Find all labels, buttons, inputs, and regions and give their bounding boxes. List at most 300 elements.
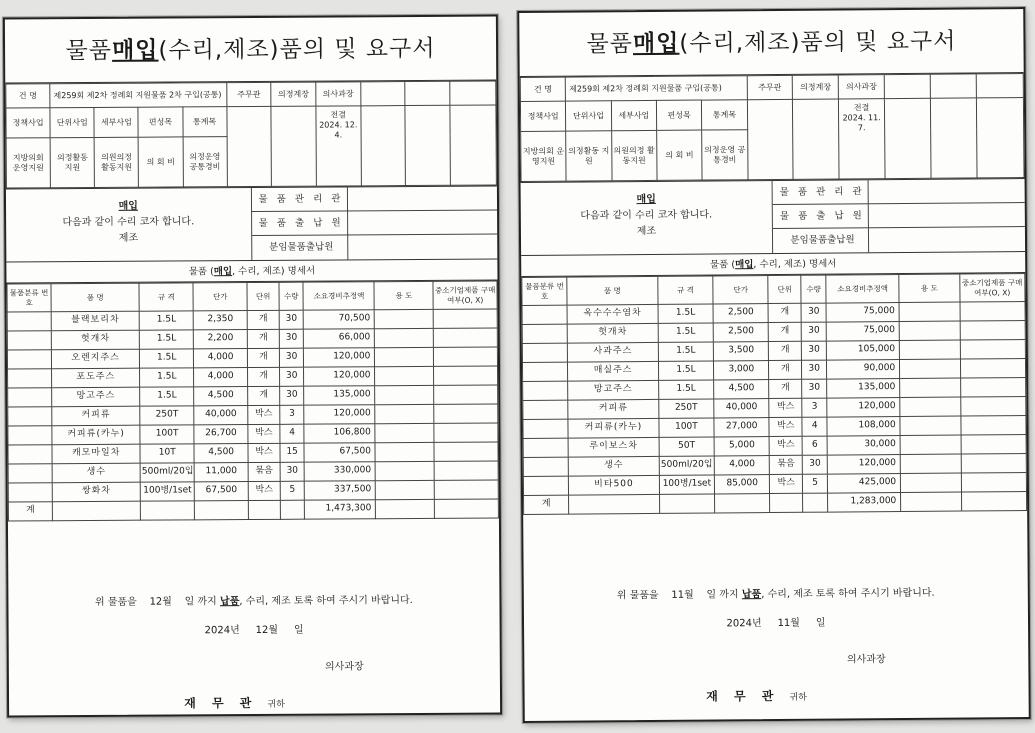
item-amount: 106,800: [304, 424, 375, 443]
column-header: 소요경비추정액: [303, 282, 374, 310]
approval-sign-4: [360, 106, 405, 186]
item-usage: [376, 461, 435, 480]
item-amount: 337,500: [305, 481, 376, 500]
item-price: 4,000: [194, 368, 248, 387]
approval-sign-2: [271, 106, 316, 186]
approval-sign-1: [747, 99, 793, 179]
item-amount: 75,000: [826, 303, 899, 323]
item-spec: 1.5L: [658, 361, 713, 380]
total-blank: [248, 500, 280, 519]
date-month: 11월: [777, 617, 800, 629]
item-price: 26,700: [194, 425, 248, 444]
subject-text: 제259회 제2차 정례회 지원물품 2차 구입(공통): [50, 83, 227, 108]
item-amount: 67,500: [304, 443, 375, 462]
approval-head: [405, 81, 450, 105]
item-unit: 박스: [769, 417, 802, 436]
item-class-no: [523, 457, 568, 476]
item-usage: [375, 442, 434, 461]
form-content: [519, 9, 1029, 721]
recipient-name: 재 무 관: [184, 695, 258, 711]
item-class-no: [7, 350, 51, 369]
item-price: 2,500: [713, 323, 768, 342]
item-amount: 30,000: [827, 436, 900, 456]
approval-head: 의정계장: [271, 82, 316, 106]
item-usage: [900, 454, 961, 473]
item-price: 2,500: [713, 304, 768, 323]
item-spec: 1.5L: [658, 380, 713, 399]
item-class-no: [523, 381, 568, 400]
budget-head: 세부사업: [611, 100, 657, 130]
total-row: [524, 492, 1027, 515]
item-unit: 묶음: [248, 462, 280, 481]
item-price: 2,350: [193, 311, 247, 330]
column-header: 수량: [279, 282, 304, 310]
item-name: 비타500: [569, 475, 660, 495]
item-usage: [375, 423, 434, 442]
item-spec: 10T: [140, 444, 194, 463]
item-class-no: [523, 419, 568, 438]
closing-a: 위 물품을: [616, 589, 659, 602]
item-sme: [960, 340, 1026, 360]
item-usage: [900, 359, 961, 378]
custodian-role: [773, 203, 1025, 229]
purchase-message: [521, 181, 774, 255]
item-sme: [434, 404, 498, 423]
approval-head: 주무관: [747, 75, 793, 99]
item-name: 사과주스: [568, 342, 659, 362]
item-amount: 135,000: [827, 379, 900, 399]
column-header: 단위: [247, 282, 279, 310]
item-spec: 100병/1set: [659, 475, 714, 494]
approval-head: [450, 81, 496, 105]
custodian-roles: [251, 187, 497, 260]
item-amount: 105,000: [827, 341, 900, 361]
item-amount: 70,500: [304, 310, 375, 329]
item-qty: 30: [802, 360, 827, 379]
item-unit: 개: [769, 360, 802, 379]
budget-head: 정책사업: [6, 108, 50, 138]
item-class-no: [8, 407, 52, 426]
approval-sign-5: [405, 105, 450, 185]
approval-sign-4: [884, 98, 930, 178]
closing-emphasis: 납품: [741, 589, 762, 601]
detail-emphasis: 매입: [735, 259, 754, 271]
total-label: 계: [524, 495, 569, 514]
item-amount: 75,000: [826, 322, 899, 342]
item-usage: [375, 309, 434, 328]
item-price: 2,200: [193, 330, 247, 349]
item-class-no: [523, 438, 568, 457]
item-spec: 1.5L: [140, 349, 194, 368]
item-qty: 30: [802, 379, 827, 398]
custodian-role: [773, 179, 1025, 205]
item-name: 오렌지주스: [51, 349, 139, 369]
total-blank: [194, 501, 248, 520]
recipient-suffix: 귀하: [267, 699, 285, 710]
item-usage: [375, 366, 434, 385]
item-usage: [375, 328, 434, 347]
item-table: [6, 281, 498, 522]
item-name: 커피류(카누): [52, 425, 140, 445]
approval-table: [520, 73, 1025, 182]
item-name: 쌍화차: [52, 482, 140, 502]
item-usage: [900, 340, 961, 359]
item-spec: 250T: [140, 406, 194, 425]
closing-sentence: [8, 590, 499, 608]
item-amount: 120,000: [304, 405, 375, 424]
item-spec: 1.5L: [658, 342, 713, 361]
item-sme: [434, 366, 498, 385]
custodian-role: [773, 227, 1025, 253]
item-usage: [375, 347, 434, 366]
title-emphasis: 매입: [111, 37, 159, 64]
item-usage: [375, 385, 434, 404]
item-unit: 박스: [770, 436, 803, 455]
detail-post: , 수리, 제조) 명세서: [753, 258, 837, 271]
role-label: 물 품 관 리 관: [777, 180, 869, 205]
budget-head: 단위사업: [50, 107, 94, 137]
date-year: 2024년: [204, 625, 240, 637]
detail-emphasis: 매입: [213, 266, 233, 278]
approval-head: [360, 82, 405, 106]
approval-sign-6: [976, 98, 1024, 178]
item-spec: 1.5L: [140, 330, 194, 349]
budget-value: 지방의회 운영지원: [6, 138, 50, 188]
item-unit: 개: [769, 341, 802, 360]
item-usage: [900, 378, 961, 397]
item-qty: 5: [802, 474, 827, 493]
title-pre: 물품: [65, 37, 113, 65]
item-qty: 5: [280, 481, 305, 500]
column-header: 품 명: [51, 283, 139, 312]
item-name: 옥수수수염차: [567, 304, 658, 324]
title-emphasis: 매입: [632, 30, 680, 58]
custodian-roles: [773, 179, 1026, 253]
closing-sentence: [524, 583, 1028, 602]
item-sme: [960, 378, 1026, 398]
item-sme: [960, 359, 1026, 379]
item-class-no: [522, 305, 567, 324]
item-class-no: [523, 400, 568, 419]
item-spec: 500ml/20입: [659, 456, 714, 475]
item-spec: 1.5L: [140, 387, 194, 406]
item-amount: 120,000: [827, 398, 900, 418]
approval-sign-5: [930, 98, 976, 178]
column-header: 소요경비추정액: [826, 275, 899, 304]
page-title: [5, 17, 496, 84]
budget-value: 의정활동 지 원: [566, 131, 612, 181]
item-sme: [961, 473, 1027, 493]
column-header: 규 격: [139, 283, 193, 311]
item-name: 망고주스: [568, 380, 659, 400]
item-name: 생수: [568, 456, 659, 476]
item-sme: [434, 480, 498, 499]
item-spec: 1.5L: [658, 323, 713, 342]
closing-emphasis: 납품: [219, 596, 240, 608]
item-sme: [434, 385, 498, 404]
budget-value: 의정운영 공통경비: [702, 130, 748, 180]
budget-value: 의정활동 지원: [50, 137, 94, 187]
recipient-name: 재 무 관: [706, 688, 780, 704]
item-qty: 30: [801, 322, 826, 341]
item-usage: [900, 397, 961, 416]
item-unit: 개: [769, 322, 802, 341]
role-label: 물 품 출 납 원: [256, 211, 348, 236]
total-amount: 1,473,300: [305, 500, 376, 519]
item-amount: 120,000: [304, 348, 375, 367]
item-sme: [434, 328, 498, 347]
role-label: 분임물품출납원: [256, 235, 348, 260]
item-usage: [900, 416, 961, 435]
item-name: 커피류: [52, 406, 140, 426]
role-label: 물 품 출 납 원: [777, 204, 869, 229]
item-qty: 6: [802, 436, 827, 455]
item-table: [521, 273, 1027, 515]
item-unit: 개: [769, 379, 802, 398]
item-name: 생수: [52, 463, 140, 483]
total-blank: [569, 494, 660, 514]
custodian-role: [251, 187, 497, 212]
item-name: 루이보스차: [568, 437, 659, 457]
item-spec: 100병/1set: [140, 482, 194, 501]
item-spec: 1.5L: [139, 311, 193, 330]
item-price: 40,000: [714, 399, 769, 418]
item-sme: [960, 416, 1026, 436]
item-unit: 박스: [248, 481, 280, 500]
approval-stamp: 전결 2024. 12. 4.: [316, 106, 361, 186]
item-price: 85,000: [714, 475, 769, 494]
title-post: (수리,제조)품의 및 요구서: [158, 35, 436, 64]
item-class-no: [522, 343, 567, 362]
total-blank: [52, 501, 140, 521]
total-blank: [435, 499, 499, 518]
column-header: 규 격: [658, 276, 714, 304]
subject-label: 건 명: [520, 77, 565, 101]
item-name: 블랙보리차: [51, 311, 139, 331]
role-label: 분임물품출납원: [777, 228, 869, 253]
item-sme: [434, 423, 498, 442]
item-class-no: [522, 362, 567, 381]
item-unit: 개: [247, 310, 279, 329]
item-sme: [961, 454, 1027, 474]
item-name: 매실주스: [568, 361, 659, 381]
item-unit: 개: [248, 386, 280, 405]
column-header: 단가: [193, 283, 247, 311]
role-label: 물 품 관 리 관: [255, 187, 347, 212]
item-name: 커피류(카누): [568, 418, 659, 438]
requisition-form-december: [3, 14, 502, 717]
closing-month: 12월: [149, 596, 172, 608]
item-unit: 개: [247, 348, 279, 367]
item-price: 3,000: [714, 361, 769, 380]
item-qty: 30: [801, 341, 826, 360]
budget-head: 단위사업: [566, 101, 612, 131]
column-header: 단가: [713, 276, 769, 304]
item-spec: 100T: [140, 425, 194, 444]
total-blank: [961, 492, 1027, 512]
purchase-sub: 제조: [636, 225, 657, 238]
purchase-text: 다음과 같이 수리 코자 합니다.: [62, 216, 195, 229]
item-unit: 개: [768, 303, 801, 322]
total-blank: [659, 494, 714, 513]
item-qty: 30: [280, 386, 305, 405]
item-unit: 박스: [770, 474, 803, 493]
column-header: 용 도: [899, 274, 960, 302]
approval-sign-6: [450, 105, 497, 185]
item-usage: [901, 473, 962, 492]
item-name: 헛개차: [51, 330, 139, 350]
requisition-form-november: [517, 7, 1031, 723]
purchase-text: 다음과 같이 수리 코자 합니다.: [580, 209, 713, 222]
item-class-no: [8, 369, 52, 388]
item-name: 망고주스: [52, 387, 140, 407]
item-price: 5,000: [714, 437, 769, 456]
item-amount: 120,000: [304, 367, 375, 386]
item-amount: 135,000: [304, 386, 375, 405]
item-class-no: [8, 483, 52, 502]
column-header: 중소기업제품 구매여부(O, X): [433, 281, 497, 309]
budget-head: 통계목: [702, 100, 748, 130]
item-name: 포도주스: [52, 368, 140, 388]
item-sme: [434, 347, 498, 366]
closing-a: 위 물품을: [94, 596, 137, 608]
total-blank: [803, 493, 828, 512]
title-post: (수리,제조)품의 및 요구서: [679, 28, 957, 57]
item-sme: [960, 302, 1026, 322]
custodian-role: [252, 235, 498, 260]
item-name: 캐모마일차: [52, 444, 140, 464]
item-qty: 30: [801, 303, 826, 322]
item-qty: 4: [802, 417, 827, 436]
item-unit: 묶음: [770, 455, 803, 474]
item-price: 4,500: [714, 380, 769, 399]
item-name: 커피류: [568, 399, 659, 419]
item-sme: [961, 435, 1027, 455]
item-class-no: [8, 426, 52, 445]
item-qty: 3: [802, 398, 827, 417]
approval-head: [930, 74, 976, 98]
budget-value: 의 회 비: [657, 130, 703, 180]
requester: 의사과장: [324, 661, 364, 673]
total-blank: [280, 500, 305, 519]
item-unit: 개: [248, 367, 280, 386]
total-amount: 1,283,000: [828, 493, 901, 513]
item-qty: 4: [280, 424, 305, 443]
item-unit: 박스: [248, 443, 280, 462]
item-name: 헛개차: [567, 323, 658, 343]
item-sme: [960, 397, 1026, 417]
budget-value: 의 회 비: [139, 137, 183, 187]
page-title: [519, 9, 1023, 77]
approval-stamp: 전결 2024. 11. 7.: [839, 99, 885, 179]
approval-head: 의사과장: [316, 82, 361, 106]
item-spec: 500ml/20입: [140, 463, 194, 482]
item-amount: 90,000: [827, 360, 900, 380]
subject-text: 제259회 제2차 정례회 지원물품 구입(공통): [566, 76, 747, 101]
column-header: 단위: [768, 275, 801, 303]
recipient: [525, 685, 1029, 706]
recipient: [9, 692, 500, 712]
approval-head: [976, 74, 1024, 98]
item-unit: 박스: [248, 424, 280, 443]
item-class-no: [8, 464, 52, 483]
item-class-no: [523, 476, 568, 495]
column-header: 용 도: [374, 281, 433, 309]
request-date: [9, 619, 500, 637]
item-amount: 425,000: [828, 474, 901, 494]
item-qty: 30: [279, 348, 304, 367]
approval-table: [5, 81, 497, 189]
detail-pre: 물품 (: [188, 266, 214, 278]
purchase-section: [521, 178, 1026, 255]
item-qty: 30: [802, 455, 827, 474]
item-qty: 3: [280, 405, 305, 424]
purchase-sub: 제조: [118, 232, 139, 244]
budget-head: 통계목: [182, 107, 226, 137]
item-qty: 30: [279, 329, 304, 348]
approval-head: [884, 74, 930, 98]
item-class-no: [8, 388, 52, 407]
item-table-header: [7, 281, 497, 312]
item-sme: [434, 442, 498, 461]
item-class-no: [7, 331, 51, 350]
detail-post: , 수리, 제조) 명세서: [232, 265, 316, 278]
total-blank: [901, 492, 962, 511]
closing-b: 일 까지: [184, 596, 217, 608]
item-table-header: [522, 274, 1025, 306]
budget-value: 의정운영 공통경비: [183, 137, 227, 187]
total-blank: [376, 499, 435, 518]
item-class-no: [8, 445, 52, 464]
item-price: 4,000: [194, 349, 248, 368]
item-unit: 박스: [769, 398, 802, 417]
item-unit: 개: [247, 329, 279, 348]
item-price: 67,500: [194, 482, 248, 501]
approval-head: 의사과장: [838, 75, 884, 99]
recipient-suffix: 귀하: [789, 692, 808, 703]
item-sme: [960, 321, 1026, 341]
item-amount: 108,000: [827, 417, 900, 437]
item-price: 4,500: [194, 387, 248, 406]
purchase-message: [6, 188, 252, 261]
item-spec: 1.5L: [140, 368, 194, 387]
approval-head: 의정계장: [793, 75, 839, 99]
purchase-section: [6, 186, 497, 262]
column-header: 중소기업제품 구매여부(O, X): [959, 274, 1025, 303]
closing-c: , 수리, 제조 토록 하여 주시기 바랍니다.: [761, 587, 935, 601]
item-sme: [433, 309, 497, 328]
total-blank: [770, 493, 803, 512]
item-amount: 66,000: [304, 329, 375, 348]
total-label: 계: [8, 502, 52, 521]
date-day: 일: [815, 617, 826, 629]
total-blank: [715, 494, 770, 513]
item-price: 11,000: [194, 463, 248, 482]
item-usage: [899, 321, 960, 340]
custodian-role: [252, 211, 498, 236]
item-qty: 30: [279, 310, 304, 329]
item-usage: [375, 404, 434, 423]
column-header: 물품분류 번 호: [522, 277, 567, 305]
item-amount: 120,000: [827, 455, 900, 475]
item-spec: 250T: [659, 399, 714, 418]
item-qty: 30: [280, 462, 305, 481]
purchase-emphasis: 매입: [636, 193, 656, 206]
purchase-emphasis: 매입: [118, 200, 138, 212]
item-unit: 박스: [248, 405, 280, 424]
closing-month: 11월: [671, 589, 694, 601]
budget-head: 편성목: [138, 107, 182, 137]
